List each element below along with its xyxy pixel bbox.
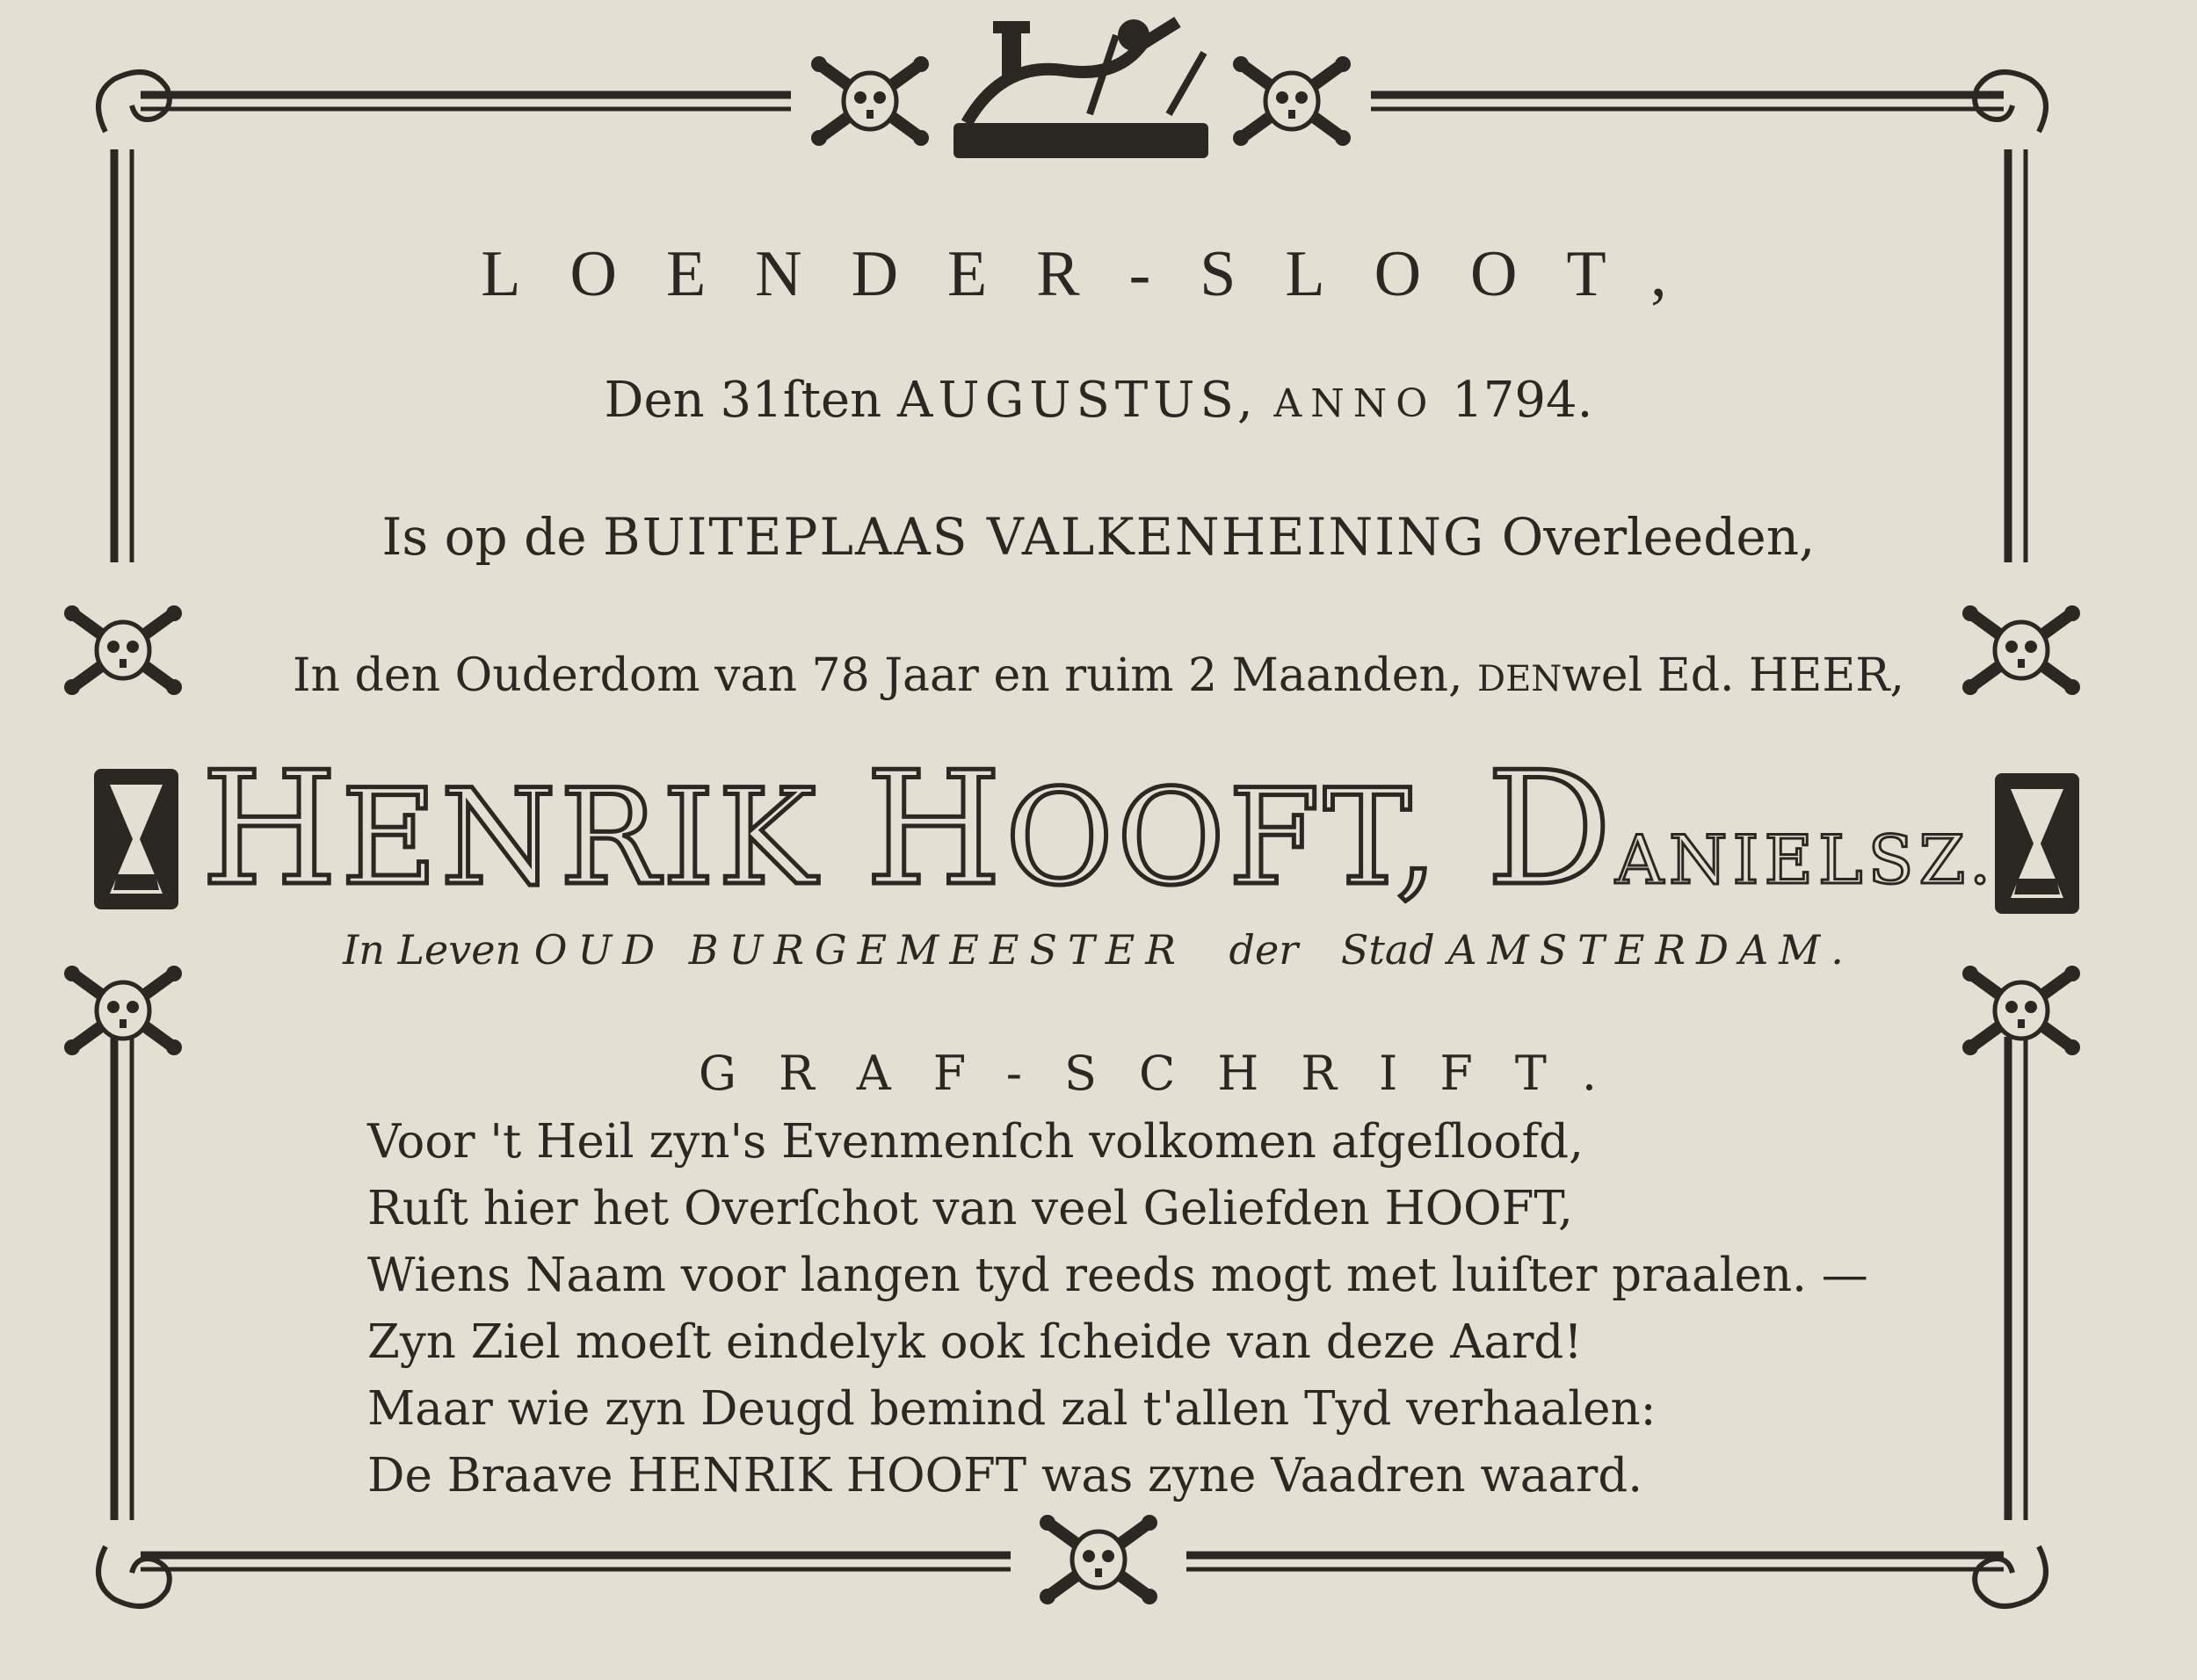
top-rail (141, 95, 2004, 109)
name-initial-h: H (200, 738, 342, 920)
date-year: 1794. (1452, 372, 1593, 429)
epitaph-heading: GRAF-SCHRIFT. (698, 1046, 1640, 1101)
name-first-rest: ENRIK (341, 762, 821, 915)
office-stad: Stad (1340, 926, 1435, 974)
verse-line: Wiens Naam voor langen tyd reeds mogt met luiſter praalen. — (367, 1249, 1868, 1302)
place-heading: LOENDER-SLOOT, (481, 238, 1716, 310)
verse-line: Voor 't Heil zyn's Evenmenſch volkomen afgeſloofd, (367, 1115, 1584, 1169)
age-text: In den Ouderdom van 78 Jaar en ruim 2 Maanden, (293, 649, 1463, 702)
estate-suffix: Overleeden, (1501, 507, 1816, 567)
office-der: der (1229, 926, 1299, 974)
estate-prefix: Is op de (381, 507, 587, 567)
office-prefix: In Leven (343, 926, 522, 974)
reclining-skeleton-icon (953, 19, 1208, 158)
name-initial-h2: H (865, 738, 1005, 920)
name-last-rest: OOFT, (1004, 762, 1441, 915)
honorific-small: DEN (1477, 659, 1563, 699)
office-line (0, 926, 2197, 974)
date-prefix: Den 31ſten (604, 372, 882, 429)
name-patronymic-rest: ANIELSZ. (1615, 821, 1997, 899)
verse-line: Maar wie zyn Deugd bemind zal t'allen Tyd verhaalen: (367, 1382, 1657, 1436)
deceased-name (0, 738, 2197, 920)
verse-line: Zyn Ziel moeſt eindelyk ook ſcheide van deze Aard! (367, 1315, 1583, 1369)
skull-crossbones-icon (811, 56, 929, 146)
name-initial-d: D (1486, 738, 1616, 920)
office-city: AMSTERDAM. (1447, 926, 1854, 974)
verse-line: De Braave HENRIK HOOFT was zyne Vaadren waard. (367, 1449, 1643, 1503)
skull-crossbones-icon (1233, 56, 1351, 146)
age-line (0, 649, 2197, 702)
skull-crossbones-icon (1040, 1515, 1157, 1604)
honorific: wel Ed. HEER, (1562, 649, 1904, 702)
office-title: OUD BURGEMEESTER (533, 926, 1186, 974)
date-anno: ANNO (1273, 381, 1437, 426)
estate-name: BUITEPLAAS VALKENHEINING (602, 507, 1486, 567)
skull-crossbones-icon (1962, 966, 2080, 1055)
epitaph-verse (367, 1109, 1868, 1510)
estate-line (0, 507, 2197, 567)
verse-line: Ruſt hier het Overſchot van veel Geliefden HOOFT, (367, 1182, 1573, 1235)
date-line (0, 372, 2197, 429)
date-month: AUGUSTUS, (896, 372, 1258, 429)
skull-crossbones-icon (64, 966, 182, 1055)
